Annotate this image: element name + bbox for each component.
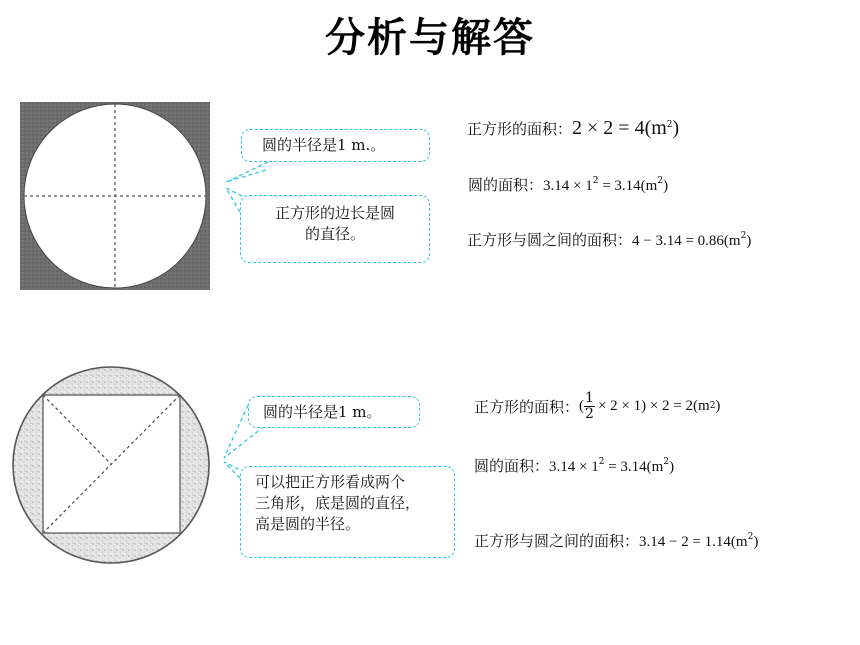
formula-square-area-1: 正方形的面积：$2 \times 2 = 4(m^2)$ [467, 117, 680, 139]
callout-radius-2: 圆的半径是1 m。 [248, 396, 420, 428]
figure-square-in-circle [8, 362, 214, 568]
callout-triangles: 可以把正方形看成两个 三角形，底是圆的直径， 高是圆的半径。 [240, 466, 455, 558]
formula-circle-area-1: 圆的面积：$3.14 \times 1^2 = 3.14(m^2)$ [468, 176, 669, 194]
page-title: 分析与解答 [325, 15, 535, 61]
fraction-one-half: $\frac{1}{2}$ [585, 389, 594, 422]
callout-side-length: 正方形的边长是圆 的直径。 [240, 195, 430, 263]
formula-circle-area-2: 圆的面积：$3.14 \times 1^2 = 3.14(m^2)$ [474, 457, 675, 475]
formula-between-area-2: 正方形与圆之间的面积：$3.14 - 2 = 1.14(m^2)$ [474, 532, 759, 550]
callout-radius-1: 圆的半径是1 m.。 [241, 129, 430, 162]
formula-square-area-2: 正方形的面积： ( $\frac{1}{2}$ × 2 × 1) × 2 = 2(m 2 ) [474, 389, 721, 422]
formula-between-area-1: 正方形与圆之间的面积：$4 - 3.14 = 0.86(m^2)$ [467, 231, 752, 249]
figure-circle-in-square [20, 102, 210, 290]
